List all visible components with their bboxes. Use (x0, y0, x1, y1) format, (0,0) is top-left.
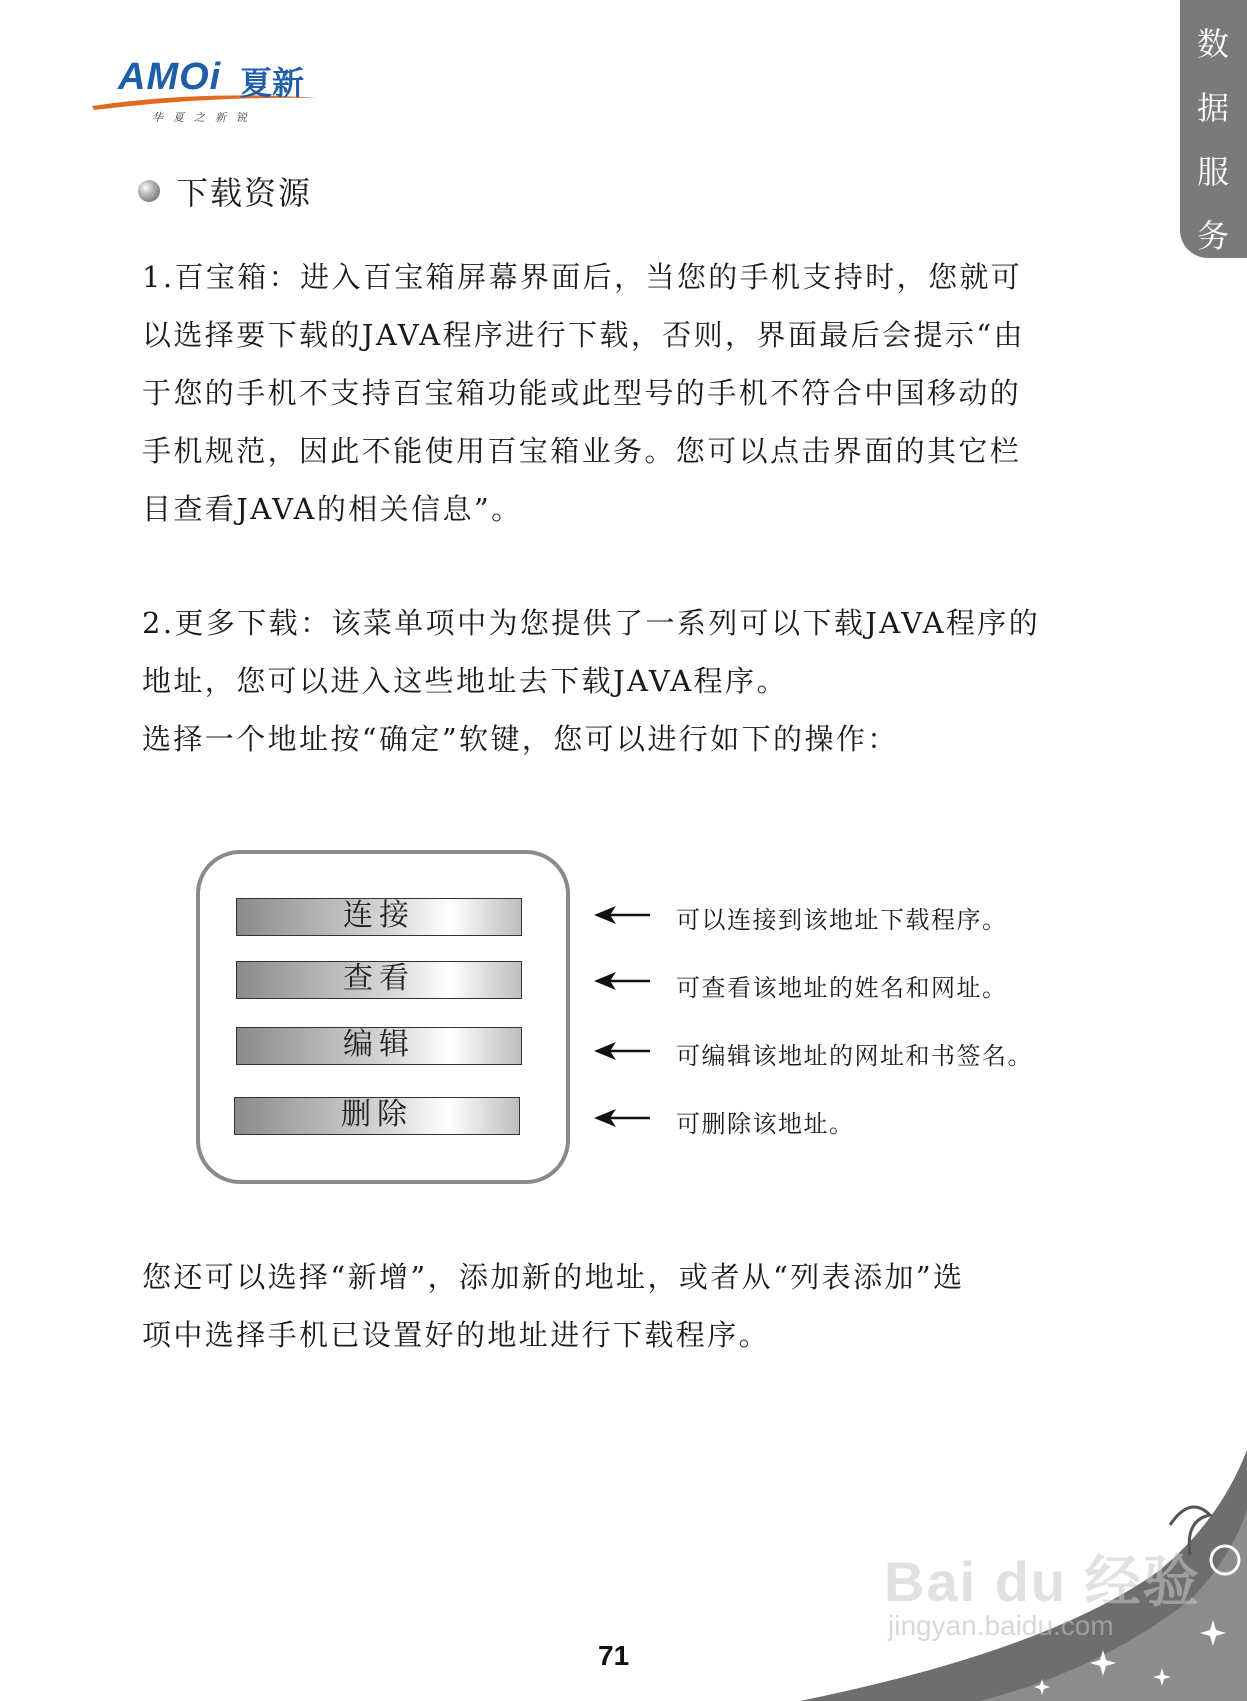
menu-desc-view: 可查看该地址的姓名和网址。 (676, 974, 1008, 1002)
page-number: 71 (598, 1640, 630, 1671)
text-line: 2.更多下载：该菜单项中为您提供了一系列可以下载JAVA程序的 (142, 606, 1041, 640)
arrow-left-icon (594, 970, 652, 992)
arrow-left-icon (594, 1040, 652, 1062)
menu-item-view[interactable]: 查看 (236, 961, 522, 999)
text-line: 手机规范，因此不能使用百宝箱业务。您可以点击界面的其它栏 (142, 434, 1022, 468)
menu-desc-connect: 可以连接到该地址下载程序。 (676, 906, 1008, 934)
chapter-tab-char: 服 (1196, 153, 1229, 191)
paragraph-add-address (142, 1248, 1082, 1306)
text-line: 地址，您可以进入这些地址去下载JAVA程序。 (142, 664, 788, 698)
text-line: 于您的手机不支持百宝箱功能或此型号的手机不符合中国移动的 (142, 376, 1022, 410)
menu-desc-edit: 可编辑该地址的网址和书签名。 (676, 1042, 1033, 1070)
arrow-left-icon (594, 1107, 652, 1129)
paragraph-more-downloads (142, 594, 1082, 710)
text-line: 目查看JAVA的相关信息”。 (142, 492, 523, 526)
chapter-tab-char: 据 (1196, 89, 1229, 127)
chapter-tab (1180, 0, 1247, 258)
logo-chinese: 夏新 (240, 64, 305, 102)
chapter-tab-char: 务 (1196, 217, 1229, 255)
section-heading (138, 168, 312, 214)
text-line: 您还可以选择“新增”，添加新的地址，或者从“列表添加”选 (142, 1260, 965, 1294)
menu-item-delete[interactable]: 删除 (234, 1097, 520, 1135)
logo-slogan: 华夏之新锐 (152, 111, 257, 124)
baidu-watermark-url: jingyan.baidu.com (888, 1610, 1114, 1641)
text-line: 以选择要下载的JAVA程序进行下载，否则，界面最后会提示“由 (142, 318, 1025, 352)
section-title: 下载资源 (176, 174, 313, 212)
paragraph-add-address-2 (142, 1306, 1082, 1364)
paragraph-select-address (142, 710, 1082, 768)
text-line: 1.百宝箱：进入百宝箱屏幕界面后，当您的手机支持时，您就可 (142, 260, 1023, 294)
text-line: 项中选择手机已设置好的地址进行下载程序。 (142, 1318, 771, 1352)
menu-item-connect[interactable]: 连接 (236, 898, 522, 936)
amoi-logo (90, 52, 330, 128)
menu-item-edit[interactable]: 编辑 (236, 1027, 522, 1065)
baidu-watermark: Bai du 经验 (884, 1550, 1201, 1613)
logo-word: AMOi (118, 56, 222, 98)
paragraph-baibaoxiang (142, 248, 1082, 538)
menu-desc-delete: 可删除该地址。 (676, 1110, 855, 1138)
arrow-left-icon (594, 904, 652, 926)
bullet-icon (138, 180, 160, 202)
chapter-tab-char: 数 (1196, 25, 1229, 63)
text-line: 选择一个地址按“确定”软键，您可以进行如下的操作： (142, 722, 899, 756)
